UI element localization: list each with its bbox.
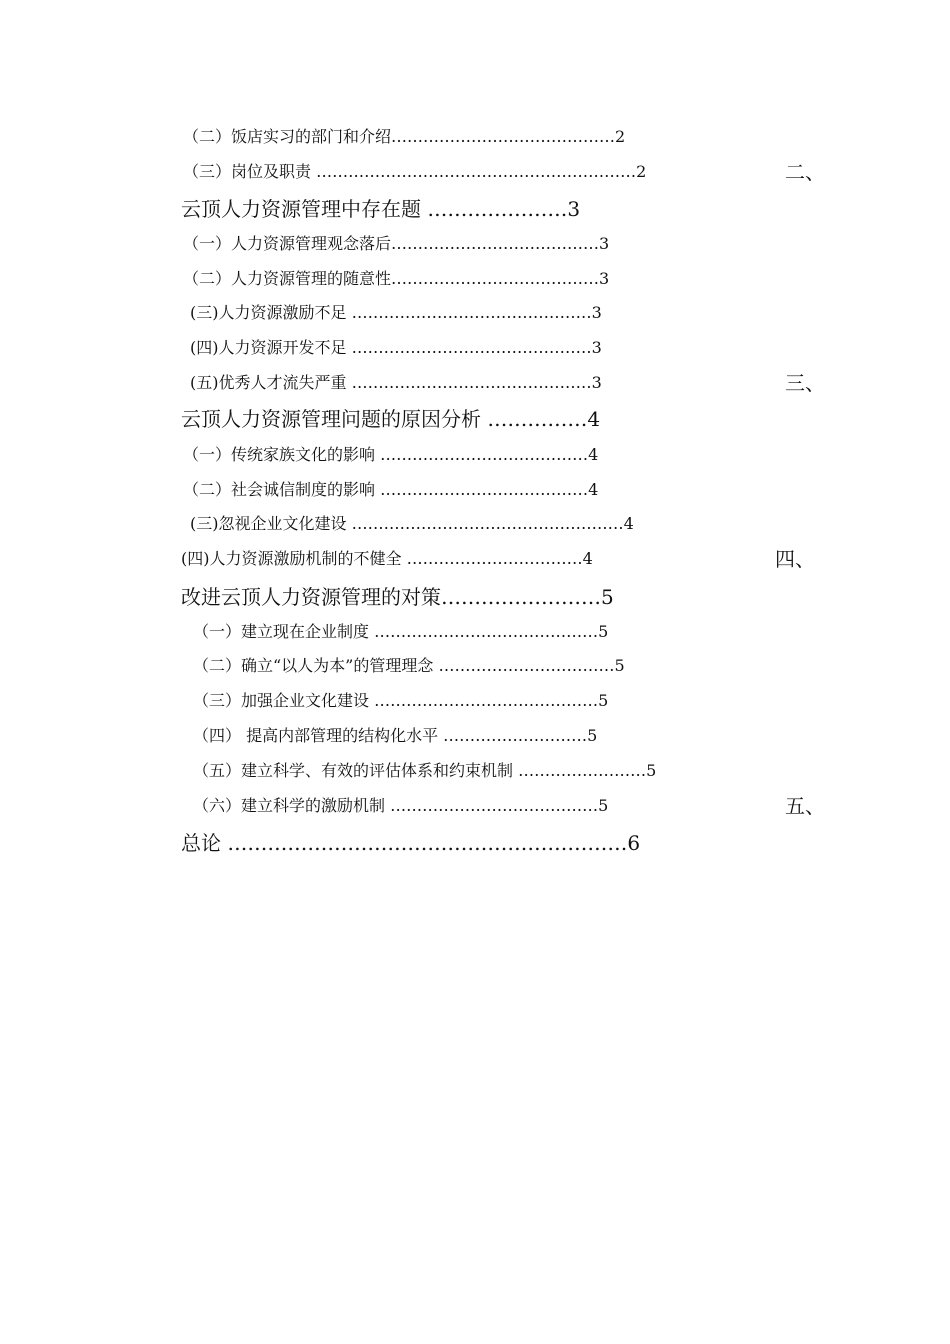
toc-chapter-title: 云顶人力资源管理中存在题 …………………3 xyxy=(181,197,581,221)
toc-chapter-title: 云顶人力资源管理问题的原因分析 ……………4 xyxy=(181,407,601,431)
chapter-number: 五、 xyxy=(785,794,825,818)
toc-entry: （一）传统家族文化的影响 …………………………………4 xyxy=(183,445,599,464)
toc-entry: (四)人力资源激励机制的不健全 ……………………………4 xyxy=(181,549,593,568)
toc-chapter-title: 总论 ……………………………………………………6 xyxy=(181,831,641,855)
toc-entry: （二）人力资源管理的随意性…………………………………3 xyxy=(183,269,610,288)
toc-entry: （三）岗位及职责 ……………………………………………………2 xyxy=(183,162,647,181)
toc-entry: （五）建立科学、有效的评估体系和约束机制 ……………………5 xyxy=(193,761,657,780)
toc-entry: （一）建立现在企业制度 ……………………………………5 xyxy=(193,622,609,641)
toc-entry: (四)人力资源开发不足 ………………………………………3 xyxy=(190,338,602,357)
chapter-number: 三、 xyxy=(785,371,825,395)
toc-entry: (三)忽视企业文化建设 ……………………………………………4 xyxy=(190,514,634,533)
toc-entry: （四） 提高内部管理的结构化水平 ………………………5 xyxy=(193,726,598,745)
toc-entry: （二）确立“以人为本”的管理理念 ……………………………5 xyxy=(193,656,625,675)
toc-entry: （一）人力资源管理观念落后…………………………………3 xyxy=(183,234,610,253)
toc-entry: (五)优秀人才流失严重 ………………………………………3 xyxy=(190,373,602,392)
chapter-number: 四、 xyxy=(775,547,815,571)
toc-entry: (三)人力资源激励不足 ………………………………………3 xyxy=(190,303,602,322)
toc-entry: （二）社会诚信制度的影响 …………………………………4 xyxy=(183,480,599,499)
toc-chapter-title: 改进云顶人力资源管理的对策……………………5 xyxy=(181,585,614,609)
chapter-number: 二、 xyxy=(785,160,825,184)
toc-entry: （三）加强企业文化建设 ……………………………………5 xyxy=(193,691,609,710)
toc-entry: （二）饭店实习的部门和介绍……………………………………2 xyxy=(183,127,626,146)
toc-entry: （六）建立科学的激励机制 …………………………………5 xyxy=(193,796,609,815)
